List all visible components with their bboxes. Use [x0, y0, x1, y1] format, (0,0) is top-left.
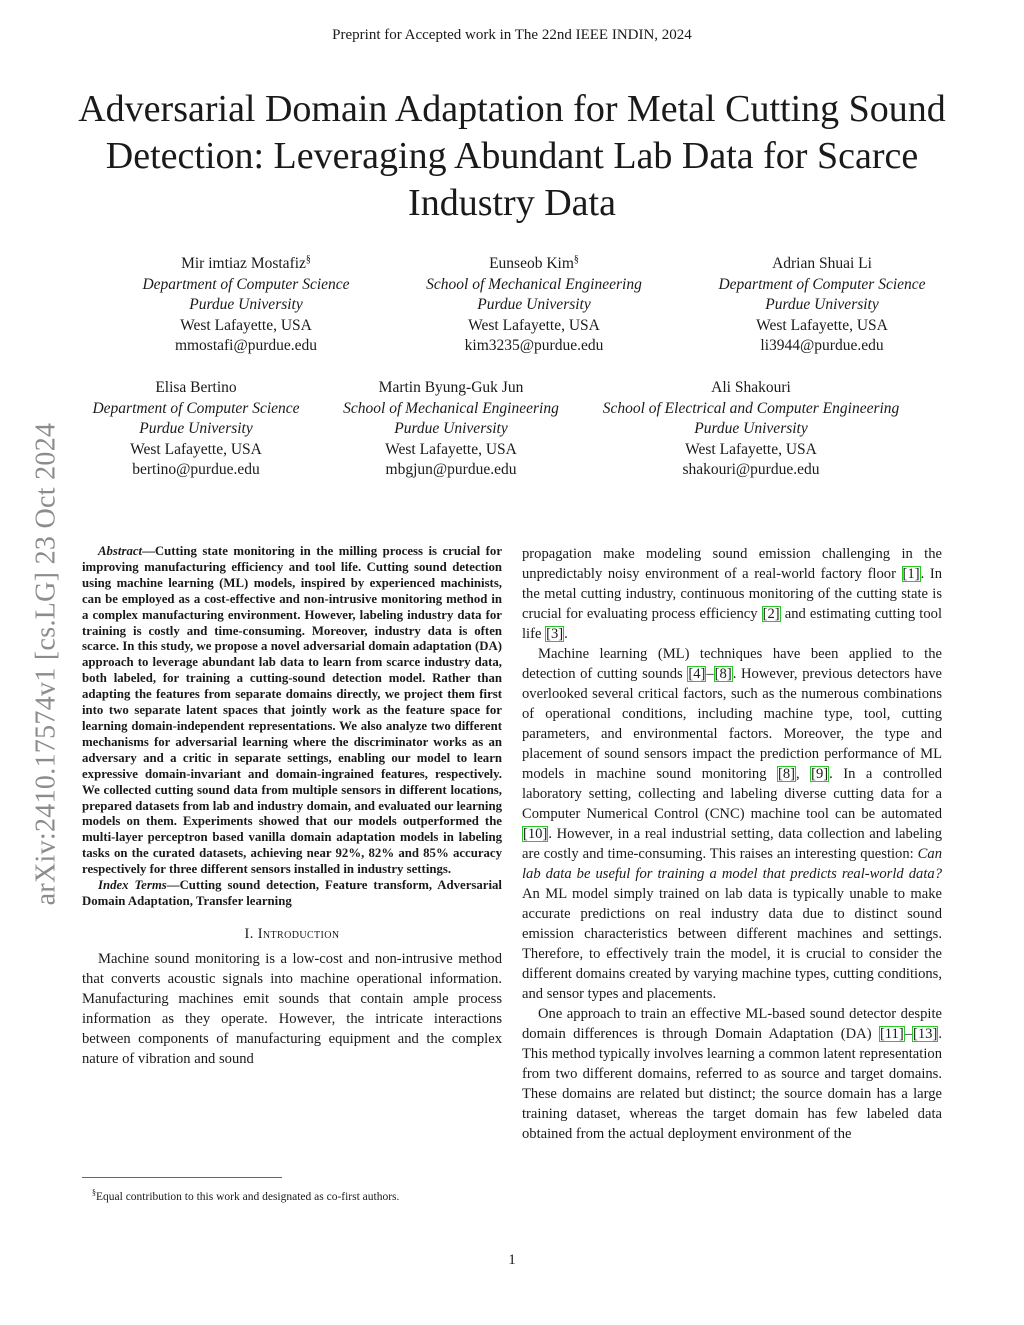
- author-email[interactable]: mbgjun@purdue.edu: [385, 461, 517, 479]
- author-name: Ali Shakouri: [711, 379, 791, 397]
- citation-link[interactable]: [8]: [714, 666, 732, 682]
- running-header: Preprint for Accepted work in The 22nd IEEE INDIN, 2024: [332, 27, 692, 43]
- author-dept: School of Mechanical Engineering: [426, 275, 642, 293]
- citation-link[interactable]: [11]: [879, 1026, 904, 1042]
- author-dept: Department of Computer Science: [142, 275, 350, 293]
- author-name: Elisa Bertino: [155, 379, 237, 397]
- intro-paragraph: One approach to train an effective ML-based sound detector despite domain differences is through Domain Adaptation (DA) [11]–[13]. This method typically involves learning a common latent representation from two different domains, referred to as source and target domains. These domains are related but distinct; the source domain has a large training dataset, whereas the target domain has few labeled data obtained from the actual deployment environment of the: [522, 1006, 942, 1142]
- index-terms-text: —Cutting sound detection, Feature transform, Adversarial Domain Adaptation, Transfer learning: [82, 878, 502, 908]
- footnote-rule: [82, 1177, 282, 1178]
- author-location: West Lafayette, USA: [385, 440, 517, 458]
- author-dept: School of Mechanical Engineering: [343, 399, 559, 417]
- author-block: [116, 250, 376, 357]
- author-name: Martin Byung-Guk Jun: [378, 379, 524, 397]
- abstract-text: —Cutting state monitoring in the milling process is crucial for improving manufacturing efficiency and tool life. Cutting sound detection using machine learning (ML) models, inspired by experienced machinists, can be employed as a cost-effective and non-intrusive monitoring method in a complex manufacturing environment. However, labeling industry data for training is costly and time-consuming. Moreover, industry data is often scarce. In this study, we propose a novel adversarial domain adaptation (DA) approach to leverage abundant lab data to learn from scarce industry data, both labeled, for training a cutting-sound detection model. Rather than adapting the features from separate domains directly, we project them first into two separate latent spaces that jointly work as the feature space for learning domain-independent representations. We also analyze two different mechanisms for adversarial learning where the discriminator works as an adversary and a critic in separate settings, enabling our model to learn expressive domain-invariant and domain-ingrained features, respectively. We collected cutting sound data from multiple sensors in different locations, prepared datasets from lab and industry domain, and evaluated our learning models on them. Experiments showed that our models outperformed the multi-layer perceptron based vanilla domain adaptation models in labeling tasks on the curated datasets, achieving near 92%, 82% and 85% accuracy respectively for three different sensors installed in industry settings.: [82, 544, 502, 877]
- author-univ: Purdue University: [765, 296, 879, 314]
- left-column: [82, 544, 502, 1069]
- author-location: West Lafayette, USA: [468, 316, 600, 334]
- author-dept: School of Electrical and Computer Engineering: [602, 399, 900, 417]
- author-email[interactable]: bertino@purdue.edu: [132, 461, 260, 479]
- citation-link[interactable]: [10]: [523, 826, 548, 842]
- author-univ: Purdue University: [477, 296, 591, 314]
- intro-paragraph: Machine learning (ML) techniques have been applied to the detection of cutting sounds [4]–[8]. However, previous detectors have overlooked several critical factors, such as the numerous combinations of operational conditions, including machine type, tool, cutting parameters, and environmental factors. Moreover, the type and placement of sound sensors impact the prediction performance of ML models in machine sound monitoring [8], [9]. In a controlled laboratory setting, collecting and labeling diverse cutting data for a Computer Numerical Control (CNC) machine tool can be automated [10]. However, in a real industrial setting, data collection and labeling are costly and time-consuming. This raises an interesting question: Can lab data be useful for training a model that predicts real-world data? An ML model simply trained on lab data is typically unable to make accurate predictions on real industry data due to distinct sound emission characteristics between different machines and settings. Therefore, to effectively train the model, it is crucial to consider the different domains created by varying machine types, cutting conditions, and sensor types and placements.: [522, 646, 942, 1002]
- citation-link[interactable]: [2]: [762, 606, 780, 622]
- citation-link[interactable]: [9]: [811, 766, 829, 782]
- author-email[interactable]: mmostafi@purdue.edu: [174, 337, 318, 355]
- author-univ: Purdue University: [189, 296, 303, 314]
- author-univ: Purdue University: [394, 420, 508, 438]
- author-name: Eunseob Kim§: [489, 254, 579, 273]
- citation-link[interactable]: [3]: [546, 626, 564, 642]
- citation-link[interactable]: [1]: [902, 566, 920, 582]
- author-dept: Department of Computer Science: [92, 399, 300, 417]
- author-name: Mir imtiaz Mostafiz§: [181, 254, 311, 273]
- author-block: [321, 374, 581, 481]
- author-univ: Purdue University: [694, 420, 808, 438]
- abstract-label: Abstract: [98, 544, 143, 558]
- author-email[interactable]: kim3235@purdue.edu: [464, 337, 604, 355]
- author-name: Adrian Shuai Li: [772, 255, 872, 273]
- author-dept: Department of Computer Science: [718, 275, 926, 293]
- author-location: West Lafayette, USA: [756, 316, 888, 334]
- author-univ: Purdue University: [139, 420, 253, 438]
- index-terms: [82, 878, 502, 910]
- footnote: §Equal contribution to this work and designated as co-first authors.: [92, 1188, 400, 1203]
- author-location: West Lafayette, USA: [130, 440, 262, 458]
- index-terms-label: Index Terms: [98, 878, 167, 893]
- right-column: [522, 544, 942, 1144]
- author-block: [404, 250, 664, 357]
- page-number: 1: [508, 1252, 516, 1268]
- author-block: [692, 250, 952, 357]
- arxiv-stamp: [22, 358, 70, 970]
- citation-link[interactable]: [8]: [777, 766, 796, 782]
- author-location: West Lafayette, USA: [685, 440, 817, 458]
- author-block: [66, 374, 326, 481]
- author-block: [586, 374, 916, 481]
- author-email[interactable]: shakouri@purdue.edu: [682, 461, 820, 479]
- citation-link[interactable]: [13]: [913, 1026, 938, 1042]
- author-email[interactable]: li3944@purdue.edu: [760, 337, 884, 355]
- abstract: [82, 544, 502, 878]
- arxiv-stamp-text: arXiv:2410.17574v1 [cs.LG] 23 Oct 2024: [30, 422, 61, 906]
- intro-paragraph: Machine sound monitoring is a low-cost and non-intrusive method that converts acoustic signals into machine operational information. Manufacturing machines emit sounds that contain ample process information as they operate. However, the intricate interactions between components of manufacturing equipment and the complex nature of vibration and sound: [82, 950, 502, 1067]
- section-heading-introduction: I. Introduction: [244, 925, 340, 942]
- author-location: West Lafayette, USA: [180, 316, 312, 334]
- intro-paragraph-continued: propagation make modeling sound emission challenging in the unpredictably noisy environment of a real-world factory floor [1]. In the metal cutting industry, continuous monitoring of the cutting state is crucial for evaluating process efficiency [2] and estimating cutting tool life [3].: [522, 546, 942, 642]
- paper-title: Adversarial Domain Adaptation for Metal Cutting Sound Detection: Leveraging Abundant Lab Data for Scarce Industry Data: [78, 88, 946, 224]
- citation-link[interactable]: [4]: [688, 666, 706, 682]
